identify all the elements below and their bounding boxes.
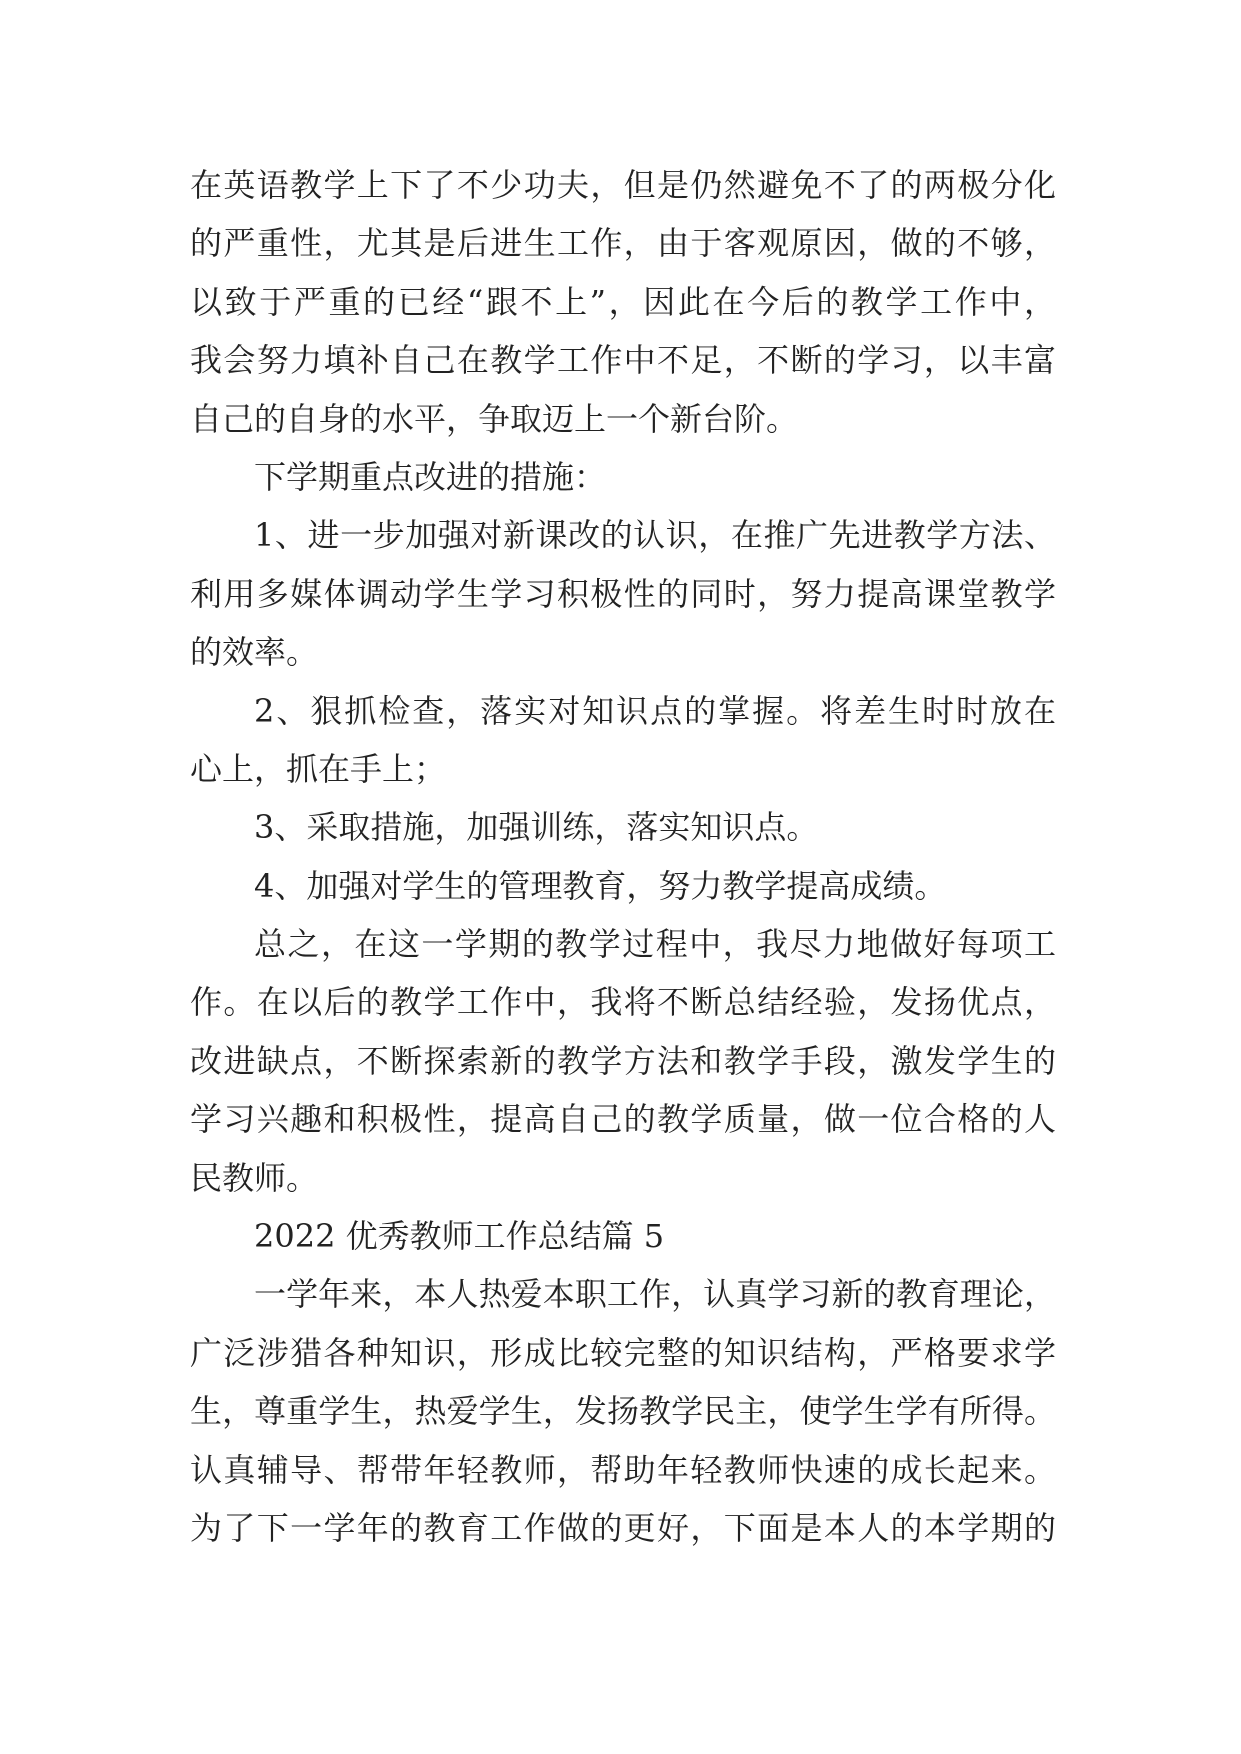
text-line: 生，尊重学生，热爱学生，发扬教学民主，使学生学有所得。 <box>190 1392 1056 1431</box>
paragraph-measures-intro <box>190 448 1056 506</box>
section-heading <box>190 1207 1056 1265</box>
list-item-2 <box>190 682 1056 799</box>
text-line: 1、进一步加强对新课改的认识，在推广先进教学方法、 <box>254 516 1056 555</box>
text-line: 改进缺点，不断探索新的教学方法和教学手段，激发学生的 <box>190 1041 1056 1080</box>
text-line: 以致于严重的已经“跟不上”，因此在今后的教学工作中， <box>190 282 1056 321</box>
paragraph-year-summary <box>190 1265 1056 1557</box>
text-line: 在英语教学上下了不少功夫，但是仍然避免不了的两极分化 <box>190 166 1056 204</box>
list-item-1 <box>190 506 1056 681</box>
paragraph-continuation <box>190 156 1056 448</box>
list-item-4 <box>190 857 1056 915</box>
section-title: 2022 优秀教师工作总结篇 5 <box>254 1217 665 1256</box>
text-line: 4、加强对学生的管理教育，努力教学提高成绩。 <box>254 866 947 905</box>
list-item-3 <box>190 798 1056 856</box>
text-line: 的效率。 <box>190 633 319 672</box>
text-line: 2、狠抓检查，落实对知识点的掌握。将差生时时放在 <box>254 691 1056 730</box>
text-line: 民教师。 <box>190 1158 319 1197</box>
text-line: 作。在以后的教学工作中，我将不断总结经验，发扬优点， <box>190 983 1056 1022</box>
text-line: 总之，在这一学期的教学过程中，我尽力地做好每项工 <box>254 925 1056 964</box>
text-line: 心上，抓在手上； <box>190 749 447 788</box>
text-line: 为了下一学年的教育工作做的更好，下面是本人的本学期的 <box>190 1508 1056 1547</box>
text-line: 认真辅导、帮带年轻教师，帮助年轻教师快速的成长起来。 <box>190 1450 1056 1489</box>
text-line: 一学年来，本人热爱本职工作，认真学习新的教育理论， <box>254 1275 1056 1314</box>
text-line: 下学期重点改进的措施： <box>254 457 607 496</box>
document-body <box>190 156 1056 1557</box>
text-line: 广泛涉猎各种知识，形成比较完整的知识结构，严格要求学 <box>190 1333 1056 1372</box>
text-line: 3、采取措施，加强训练，落实知识点。 <box>254 808 819 847</box>
paragraph-conclusion <box>190 915 1056 1207</box>
text-line: 学习兴趣和积极性，提高自己的教学质量，做一位合格的人 <box>190 1100 1056 1139</box>
text-line: 我会努力填补自己在教学工作中不足，不断的学习，以丰富 <box>190 341 1056 380</box>
text-line: 的严重性，尤其是后进生工作，由于客观原因，做的不够， <box>190 224 1056 263</box>
text-line: 自己的自身的水平，争取迈上一个新台阶。 <box>190 399 799 438</box>
text-line: 利用多媒体调动学生学习积极性的同时，努力提高课堂教学 <box>190 574 1056 613</box>
